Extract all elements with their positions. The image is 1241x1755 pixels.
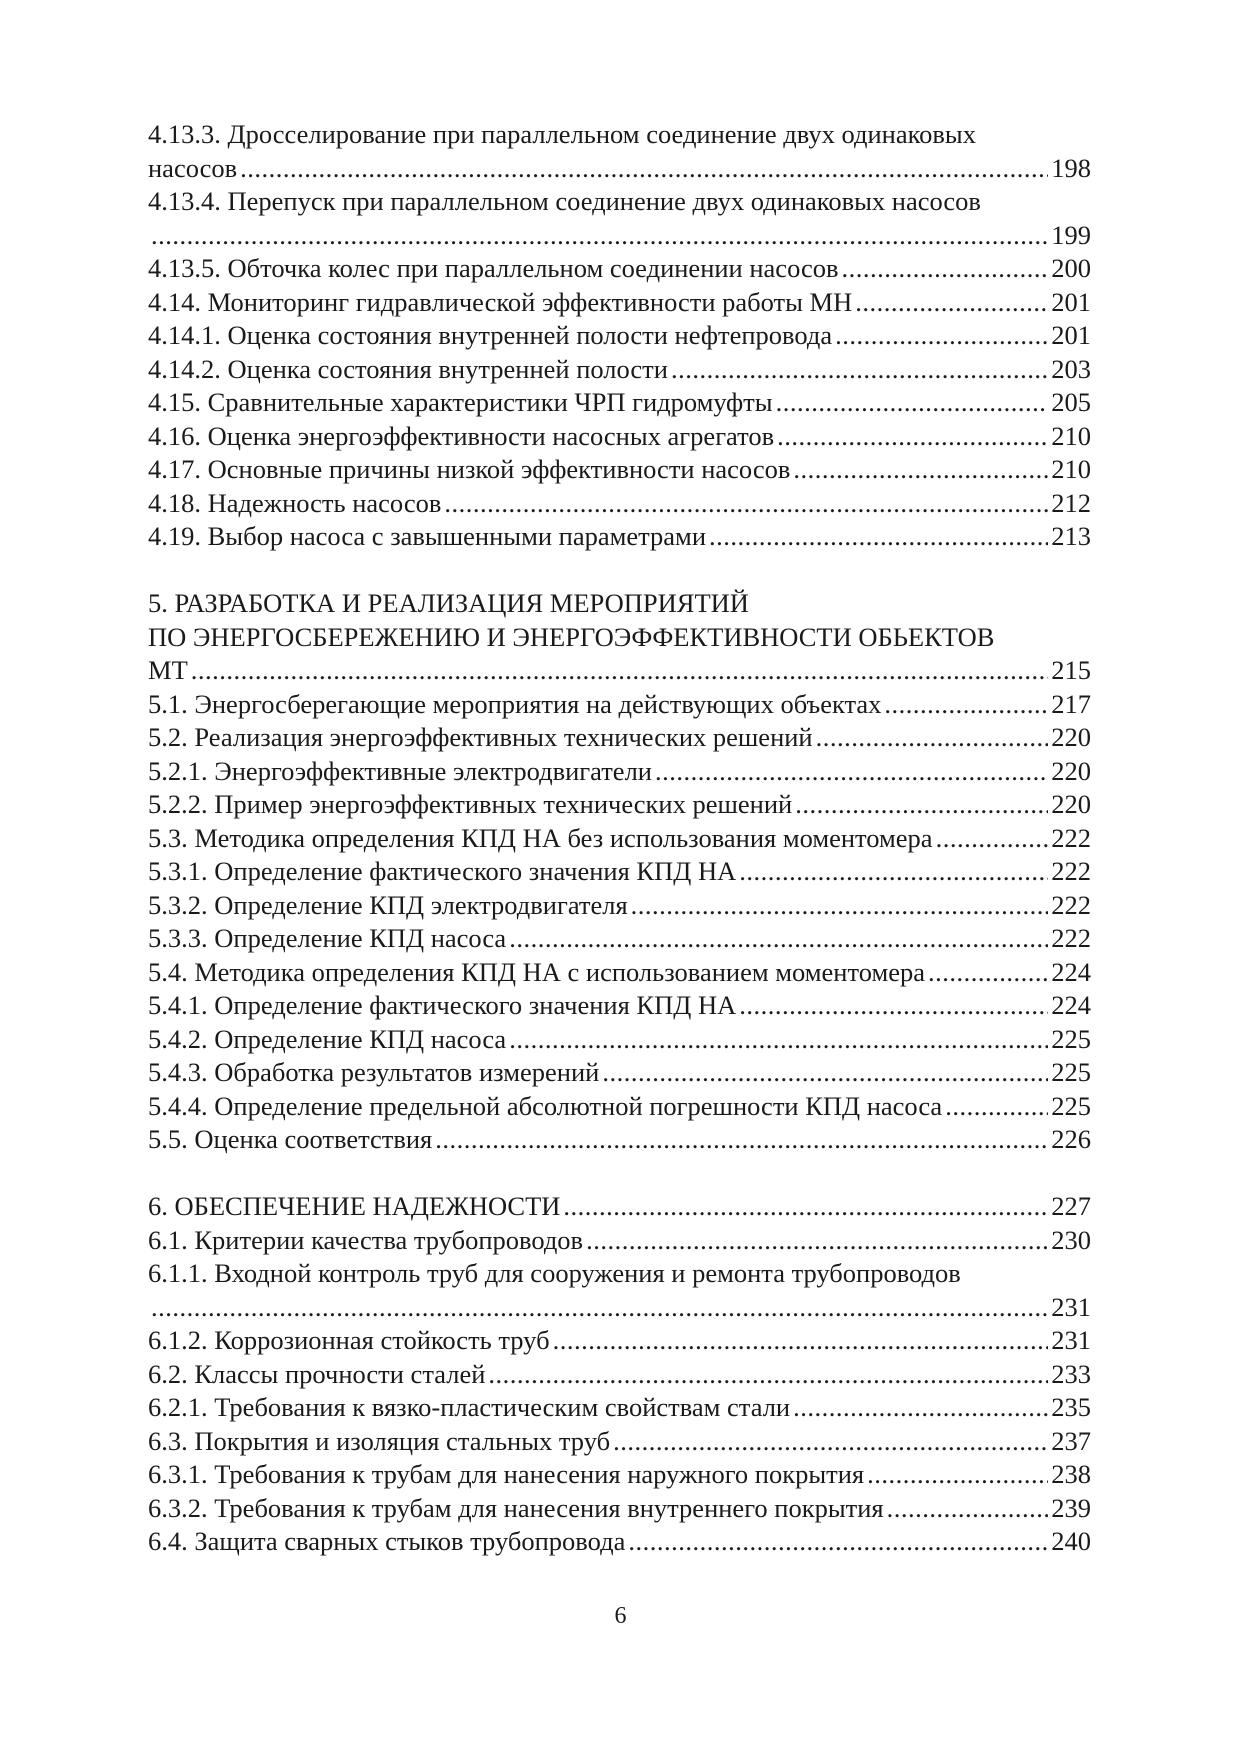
toc-entry-title: 4.16. Оценка энергоэффективности насосных агрегатов: [148, 420, 775, 451]
dot-leader: [776, 386, 1049, 420]
toc-entry[interactable]: [148, 688, 1091, 722]
toc-entry-page: 210: [1051, 420, 1091, 451]
toc-entry[interactable]: [148, 1056, 1091, 1090]
dot-leader: [563, 1190, 1048, 1224]
dot-leader: [835, 319, 1048, 353]
dot-leader: [887, 1492, 1049, 1526]
toc-entry-title: 5.2.2. Пример энергоэффективных технических решений: [148, 789, 793, 819]
dot-leader: [816, 721, 1049, 755]
toc-entry-title: 5.4.2. Определение КПД насоса: [148, 1023, 507, 1054]
dot-leader: [613, 1425, 1048, 1459]
toc-entry-page: 225: [1051, 1090, 1091, 1121]
toc-entry[interactable]: [148, 420, 1091, 454]
toc-entry[interactable]: [148, 152, 1091, 186]
toc-entry-page: 198: [1051, 152, 1091, 183]
toc-entry-title: 4.14.2. Оценка состояния внутренней полости: [148, 353, 668, 384]
dot-leader: [488, 1358, 1048, 1392]
toc-entry[interactable]: [148, 252, 1091, 286]
toc-entry-title: 5.3.1. Определение фактического значения КПД НА: [148, 856, 737, 886]
toc-entry-title: 5.3. Методика определения КПД НА без использования моментомера: [148, 822, 933, 853]
toc-entry[interactable]: [148, 1224, 1091, 1258]
toc-entry-title: 6.3. Покрытия и изоляция стальных труб: [148, 1425, 611, 1456]
section-gap: [148, 554, 1091, 588]
toc-entry[interactable]: [148, 956, 1091, 990]
toc-entry[interactable]: [148, 788, 1091, 822]
toc-entry[interactable]: [148, 453, 1091, 487]
toc-entry-page: 201: [1051, 320, 1091, 350]
toc-entry-page: 222: [1051, 856, 1091, 886]
dot-leader: [602, 1056, 1048, 1090]
toc-entry[interactable]: [148, 1324, 1091, 1358]
dot-leader: [842, 252, 1049, 286]
dot-leader: [855, 286, 1048, 320]
toc-line: 4.13.4. Перепуск при параллельном соединение двух одинаковых насосов: [148, 186, 981, 216]
dot-leader: [151, 219, 1048, 253]
toc-entry-title: 5.3.3. Определение КПД насоса: [148, 923, 507, 953]
toc-entry[interactable]: [148, 1190, 1091, 1224]
toc-entry[interactable]: [148, 1525, 1091, 1559]
toc-entry-title: 6.3.2. Требования к трубам для нанесения внутреннего покрытия: [148, 1492, 884, 1523]
toc-entry-page: 215: [1051, 655, 1091, 685]
toc-entry[interactable]: [148, 219, 1091, 253]
toc-entry[interactable]: [148, 1358, 1091, 1392]
toc-entry[interactable]: [148, 1023, 1091, 1057]
toc-entry-page: 200: [1051, 253, 1091, 283]
toc-entry-page: 212: [1051, 487, 1091, 518]
toc-entry-title: 5.4. Методика определения КПД НА с использованием моментомера: [148, 956, 925, 987]
toc-line: 5. РАЗРАБОТКА И РЕАЛИЗАЦИЯ МЕРОПРИЯТИЙ: [148, 588, 749, 618]
toc-entry-page: 231: [1051, 1325, 1091, 1355]
dot-leader: [628, 1525, 1048, 1559]
toc-entry-title: 4.14.1. Оценка состояния внутренней полости нефтепровода: [148, 320, 833, 350]
dot-leader: [240, 152, 1048, 186]
toc-entry-page: 237: [1051, 1425, 1091, 1456]
toc-entry[interactable]: [148, 1425, 1091, 1459]
dot-leader: [793, 453, 1048, 487]
toc-entry-title: 4.17. Основные причины низкой эффективности насосов: [148, 454, 791, 484]
toc-entry[interactable]: [148, 520, 1091, 554]
section-gap: [148, 1157, 1091, 1191]
toc-entry-page: 230: [1051, 1224, 1091, 1255]
toc-entry[interactable]: [148, 721, 1091, 755]
toc-entry[interactable]: [148, 822, 1091, 856]
toc-entry-page: 217: [1051, 688, 1091, 719]
toc-entry-title: 5.2. Реализация энергоэффективных технических решений: [148, 722, 813, 752]
toc-entry-title: 6.1. Критерии качества трубопроводов: [148, 1224, 584, 1255]
toc-entry[interactable]: [148, 386, 1091, 420]
dot-leader: [777, 420, 1048, 454]
toc-entry-page: 222: [1051, 889, 1091, 920]
toc-entry[interactable]: [148, 1090, 1091, 1124]
toc-entry[interactable]: [148, 889, 1091, 923]
toc-entry-title: 6.3.1. Требования к трубам для нанесения наружного покрытия: [148, 1459, 865, 1489]
toc-entry-page: 231: [1051, 1291, 1091, 1322]
toc-entry-title: 4.14. Мониторинг гидравлической эффективности работы МН: [148, 286, 853, 317]
toc-entry-title: 6. ОБЕСПЕЧЕНИЕ НАДЕЖНОСТИ: [148, 1191, 561, 1221]
dot-leader: [709, 520, 1048, 554]
toc-entry-title: 6.2.1. Требования к вязко-пластическим свойствам стали: [148, 1392, 791, 1422]
toc-entry-title: 5.1. Энергосберегающие мероприятия на действующих объектах: [148, 688, 882, 719]
toc-entry-page: 222: [1051, 923, 1091, 953]
dot-leader: [936, 822, 1049, 856]
toc-entry-page: 240: [1051, 1526, 1091, 1556]
toc-entry-title: 5.4.4. Определение предельной абсолютной погрешности КПД насоса: [148, 1090, 943, 1121]
toc-entry[interactable]: [148, 353, 1091, 387]
toc-entry[interactable]: [148, 855, 1091, 889]
toc-entry-title: 6.1.2. Коррозионная стойкость труб: [148, 1325, 550, 1355]
toc-entry-title: 5.2.1. Энергоэффективные электродвигатели: [148, 755, 652, 786]
dot-leader: [739, 989, 1048, 1023]
toc-entry-page: 224: [1051, 956, 1091, 987]
page-number: 6: [614, 1603, 627, 1629]
toc-entry-page: 238: [1051, 1459, 1091, 1489]
toc-entry-page: 225: [1051, 1023, 1091, 1054]
dot-leader: [509, 1023, 1048, 1057]
dot-leader: [795, 788, 1048, 822]
toc-entry-page: 205: [1051, 387, 1091, 417]
dot-leader: [867, 1458, 1048, 1492]
toc-entry-page: 201: [1051, 286, 1091, 317]
toc-entry-page: 203: [1051, 353, 1091, 384]
toc-entry-page: 213: [1051, 521, 1091, 551]
toc-entry-page: 226: [1051, 1124, 1091, 1154]
toc-entry[interactable]: [148, 1492, 1091, 1526]
dot-leader: [631, 889, 1049, 923]
dot-leader: [191, 654, 1049, 688]
toc-entry-page: 220: [1051, 722, 1091, 752]
toc-entry[interactable]: [148, 1458, 1091, 1492]
toc-entry-title: 4.15. Сравнительные характеристики ЧРП гидромуфты: [148, 387, 773, 417]
toc-entry-page: 199: [1051, 219, 1091, 250]
dot-leader: [655, 755, 1048, 789]
toc-entry[interactable]: [148, 922, 1091, 956]
toc-entry-title: 6.4. Защита сварных стыков трубопровода: [148, 1526, 626, 1556]
toc-entry[interactable]: [148, 286, 1091, 320]
toc-entry-page: 235: [1051, 1392, 1091, 1422]
toc-entry-title: 4.19. Выбор насоса с завышенными параметрами: [148, 521, 707, 551]
toc-entry-page: 227: [1051, 1191, 1091, 1221]
toc-entry-page: 233: [1051, 1358, 1091, 1389]
dot-leader: [444, 487, 1048, 521]
toc-line: 4.13.3. Дросселирование при параллельном соединение двух одинаковых: [148, 119, 976, 149]
toc-entry-title: 5.4.1. Определение фактического значения КПД НА: [148, 990, 737, 1020]
dot-leader: [928, 956, 1048, 990]
toc-entry-title: 5.4.3. Обработка результатов измерений: [148, 1057, 600, 1087]
toc-entry-title: МТ: [148, 655, 188, 685]
dot-leader: [151, 1291, 1048, 1325]
toc-entry-title: 5.5. Оценка соответствия: [148, 1124, 433, 1154]
dot-leader: [435, 1123, 1048, 1157]
dot-leader: [586, 1224, 1048, 1258]
toc-entry[interactable]: [148, 487, 1091, 521]
toc-entry[interactable]: [148, 1291, 1091, 1325]
toc-entry-page: 220: [1051, 755, 1091, 786]
toc-entry-page: 239: [1051, 1492, 1091, 1523]
table-of-contents: [148, 118, 1091, 1559]
toc-entry-title: 5.3.2. Определение КПД электродвигателя: [148, 889, 628, 920]
toc-entry[interactable]: [148, 755, 1091, 789]
toc-entry[interactable]: [148, 319, 1091, 353]
dot-leader: [671, 353, 1048, 387]
toc-entry-title: 4.18. Надежность насосов: [148, 487, 442, 518]
toc-entry-title: 6.2. Классы прочности сталей: [148, 1358, 486, 1389]
toc-line: 6.1.1. Входной контроль труб для сооружения и ремонта трубопроводов: [148, 1258, 961, 1288]
toc-line: ПО ЭНЕРГОСБЕРЕЖЕНИЮ И ЭНЕРГОЭФФЕКТИВНОСТИ ОБЬЕКТОВ: [148, 621, 995, 652]
toc-entry-title: 4.13.5. Обточка колес при параллельном соединении насосов: [148, 253, 839, 283]
toc-entry[interactable]: [148, 1123, 1091, 1157]
toc-entry[interactable]: [148, 989, 1091, 1023]
dot-leader: [884, 688, 1048, 722]
dot-leader: [739, 855, 1048, 889]
toc-entry-page: 224: [1051, 990, 1091, 1020]
toc-entry[interactable]: [148, 1391, 1091, 1425]
toc-entry-page: 210: [1051, 454, 1091, 484]
dot-leader: [553, 1324, 1049, 1358]
dot-leader: [509, 922, 1048, 956]
toc-entry-page: 220: [1051, 789, 1091, 819]
toc-entry-page: 225: [1051, 1057, 1091, 1087]
toc-entry-page: 222: [1051, 822, 1091, 853]
dot-leader: [945, 1090, 1048, 1124]
dot-leader: [793, 1391, 1048, 1425]
toc-entry[interactable]: [148, 654, 1091, 688]
toc-entry-title: насосов: [148, 152, 238, 183]
